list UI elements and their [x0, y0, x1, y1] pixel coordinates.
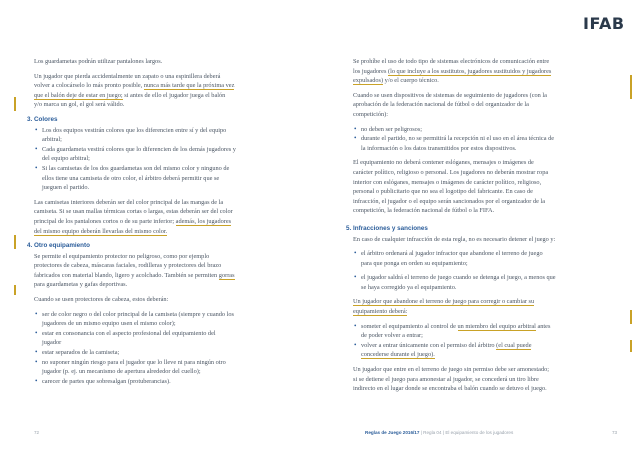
list-item: • Los dos equipos vestirán colores que los diferencien entre sí y del equipo arbitral; — [35, 125, 227, 144]
section-title: Otro equipamiento — [34, 242, 90, 250]
section-heading-3 — [27, 115, 296, 125]
list-item: • ser de color negro o del color principal de la camiseta (siempre y cuando los jugadores de un mismo equipo usen el mismo color); — [35, 309, 234, 328]
list-item: • someter el equipamiento al control de un miembro del equipo arbitral antes de poder volver a entrar; — [354, 321, 551, 340]
bullet-icon: • — [354, 340, 357, 349]
section-number: 5. — [346, 224, 352, 232]
bullet-icon: • — [35, 348, 38, 357]
highlighted-text: del mismo equipo deberán llevarlas del mismo color. — [34, 227, 168, 235]
highlighted-text: gorras — [218, 271, 235, 279]
paragraph — [34, 72, 296, 110]
ifab-logo: IFAB — [583, 14, 625, 33]
page-number-right: 73 — [612, 430, 618, 435]
section-heading-4 — [27, 241, 296, 251]
change-marker — [630, 75, 632, 99]
paragraph: El equipamiento no deberá contener eslóganes, mensajes o imágenes de carácter político, religioso o personal. Los jugadores no deberán mostrar ropa interior con eslóganes, mensajes o imágenes de carácter político, religioso, personal o publicitario que no sea el logotipo del fabricante. En caso de infracción, el jugador o el equipo serán sancionados por el organizador de la competición, la federación nacional de fútbol o la FIFA. — [353, 159, 549, 215]
paragraph: En caso de cualquier infracción de esta regla, no es necesario detener el juego y: — [353, 235, 556, 243]
section-number: 3. — [27, 115, 33, 123]
change-marker — [14, 235, 16, 249]
highlighted-text: nunca más tarde que la próxima vez — [143, 82, 235, 90]
list-item: • no suponer ningún riesgo para el jugador que lo lleve ni para ningún otro jugador (p. ej. un mecanismo de apertura alrededor del cuello); — [35, 357, 226, 376]
paragraph: Las camisetas interiores deberán ser del color principal de las mangas de la camiseta. Si se usan mallas térmicas cortas o largas, estas deberán ser del color principal de los pantalones cortos o de su parte inferior; además, los jugadores del mismo equipo deberán llevarlas del mismo color. — [34, 198, 233, 235]
paragraph — [34, 57, 296, 67]
paragraph: Se prohíbe el uso de todo tipo de sistemas electrónicos de comunicación entre los jugadores (lo que incluye a los sustitutos, jugadores sustituidos y jugadores expulsados) y/o el cuerpo técnico. — [353, 58, 552, 85]
bullet-icon: • — [35, 163, 38, 172]
highlighted-text: (el cual puede — [496, 341, 532, 349]
list-item: • volver a entrar únicamente con el permiso del árbitro (el cual puede concederse durante el juego). — [354, 340, 532, 359]
bullet-icon: • — [35, 376, 38, 385]
text-line: Un jugador que pierda accidentalmente un zapato o una espinillera deberá — [34, 72, 221, 80]
paragraph: Se permite el equipamiento protector no peligroso, como por ejemplo protectores de cabeza, máscaras faciales, rodilleras y protectores del brazo fabricados con material blando, ligero y acolchado. También se permiten gorras para guardametas y gafas deportivas. — [34, 252, 235, 289]
bullet-icon: • — [354, 124, 357, 133]
highlighted-text: (lo que incluye a los sustitutos, jugadores sustituidos y jugadores — [387, 67, 552, 75]
highlighted-text: además, los jugadores — [175, 217, 232, 225]
change-marker — [630, 310, 632, 324]
section-title: Infracciones y sanciones — [353, 224, 428, 232]
text-line: y/o marca un gol, el gol será válido. — [34, 101, 125, 109]
change-marker — [14, 97, 16, 111]
list-item: • Cada guardameta vestirá colores que lo diferencien de los demás jugadores y del equipo arbitral; — [35, 144, 236, 163]
paragraph: Un jugador que entre en el terreno de juego sin permiso debe ser amonestado; si se detiene el juego para amonestar al jugador, se concederá un tiro libre indirecto en el lugar donde se encontraba el balón cuando se detuvo el juego. — [353, 366, 550, 393]
list-item: • durante el partido, no se permitirá la recepción ni el uso en el área técnica de la información o los datos transmitidos por estos dispositivos. — [354, 134, 555, 152]
paragraph: Cuando se usen protectores de cabeza, estos deberán: — [34, 296, 169, 304]
highlighted-text: expulsados) — [353, 77, 384, 85]
page-number-left: 72 — [34, 430, 40, 435]
list-item: • Si las camisetas de los dos guardametas son del mismo color y ninguno de ellos tiene una camiseta de otro color, el árbitro deberá permitir que se jueguen el partido. — [35, 163, 230, 192]
bullet-icon: • — [354, 321, 357, 330]
text-line: volver a colocárselo lo más pronto posible, nunca más tarde que la próxima vez — [34, 82, 235, 90]
footer-title: Reglas de Juego 2016/17 | Regla 04 | El equipamiento de los jugadores — [365, 430, 514, 435]
list-item: • estar en consonancia con el aspecto profesional del equipamiento del jugador — [35, 328, 216, 347]
list-item: • el árbitro ordenará al jugador infractor que abandone el terreno de juego para que ponga en orden su equipamiento; — [354, 249, 543, 267]
section-number: 4. — [27, 242, 33, 250]
bullet-icon: • — [354, 273, 357, 282]
list-item: • el jugador saldrá el terreno de juego cuando se detenga el juego, a menos que se haya corregido ya el equipamiento. — [354, 273, 556, 291]
highlighted-text: equipamiento deberá: — [353, 308, 408, 316]
bullet-icon: • — [35, 357, 38, 366]
list-item: • carecer de partes que sobresalgan (protuberancias). — [35, 376, 171, 385]
left-column — [27, 57, 296, 386]
bullet-icon: • — [35, 309, 38, 318]
list-item: • estar separados de la camiseta; — [35, 348, 120, 357]
highlighted-text: concederse durante el juego). — [361, 351, 435, 359]
text-line: Los guardametas podrán utilizar pantalones largos. — [34, 58, 163, 65]
right-column — [346, 57, 613, 399]
highlighted-text: Un jugador que abandone el terreno de juego para corregir o cambiar su — [353, 298, 535, 306]
section-title: Colores — [34, 115, 58, 123]
list-item: • no deben ser peligrosos; — [354, 124, 423, 133]
text-line: que el balón deje de estar en juego; si antes de ello el jugador juega el balón — [34, 91, 226, 99]
highlighted-text: un miembro del equipo arbitral — [457, 322, 536, 330]
bullet-icon: • — [354, 134, 357, 143]
bullet-icon: • — [35, 144, 38, 153]
change-marker — [630, 340, 632, 352]
paragraph: Cuando se usen dispositivos de sistemas de seguimiento de jugadores (con la aprobación de la federación nacional de fútbol o del organizador de la competición): — [353, 91, 547, 118]
bullet-icon: • — [35, 125, 38, 134]
bullet-icon: • — [354, 249, 357, 258]
section-heading-5 — [346, 224, 613, 234]
bullet-icon: • — [35, 328, 38, 337]
highlighted-text: que el balón deje de estar en juego; — [34, 91, 123, 99]
paragraph — [353, 297, 613, 316]
change-marker — [14, 285, 16, 295]
